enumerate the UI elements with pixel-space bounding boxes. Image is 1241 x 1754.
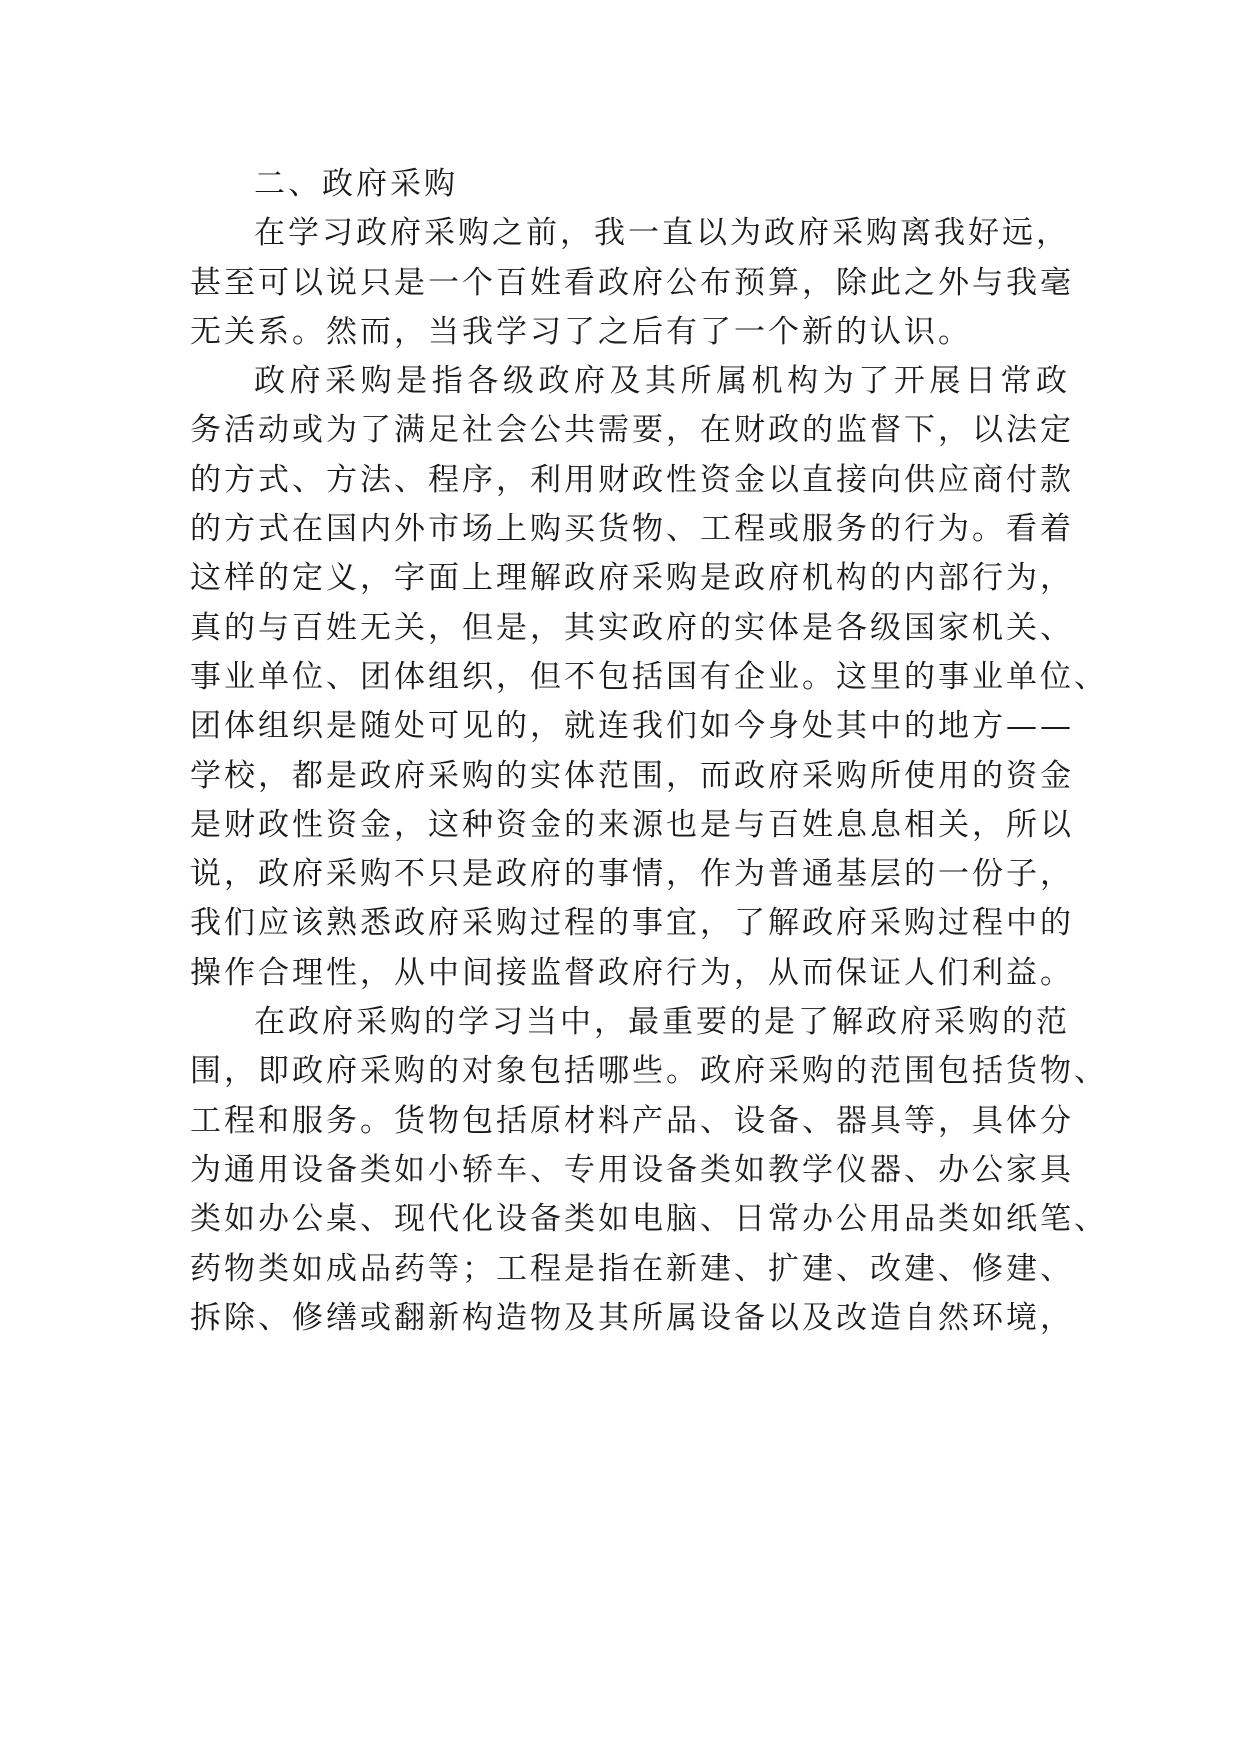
paragraph-2-line-11: 说，政府采购不只是政府的事情，作为普通基层的一份子， bbox=[190, 856, 1074, 893]
paragraph-2-line-3: 的方式、方法、程序，利用财政性资金以直接向供应商付款 bbox=[190, 461, 1074, 498]
paragraph-2-line-4: 的方式在国内外市场上购买货物、工程或服务的行为。看着 bbox=[190, 511, 1074, 548]
paragraph-2-line-9: 学校，都是政府采购的实体范围，而政府采购所使用的资金 bbox=[190, 757, 1074, 794]
paragraph-3-line-7: 拆除、修缮或翻新构造物及其所属设备以及改造自然环境， bbox=[190, 1299, 1074, 1336]
paragraph-2-line-5: 这样的定义，字面上理解政府采购是政府机构的内部行为， bbox=[190, 560, 1074, 597]
paragraph-2-line-1: 政府采购是指各级政府及其所属机构为了开展日常政 bbox=[254, 363, 1070, 400]
paragraph-3-line-2: 围，即政府采购的对象包括哪些。政府采购的范围包括货物、 bbox=[190, 1053, 1108, 1090]
paragraph-2-line-13: 操作合理性，从中间接监督政府行为，从而保证人们利益。 bbox=[190, 954, 1074, 991]
paragraph-2-line-10: 是财政性资金，这种资金的来源也是与百姓息息相关，所以 bbox=[190, 806, 1074, 843]
paragraph-2-line-8: 团体组织是随处可见的，就连我们如今身处其中的地方—— bbox=[190, 708, 1074, 745]
document-body bbox=[190, 160, 1108, 1343]
paragraph-3-line-1: 在政府采购的学习当中，最重要的是了解政府采购的范 bbox=[254, 1004, 1070, 1041]
paragraph-3-line-3: 工程和服务。货物包括原材料产品、设备、器具等，具体分 bbox=[190, 1102, 1074, 1139]
paragraph-3-line-5: 类如办公桌、现代化设备类如电脑、日常办公用品类如纸笔、 bbox=[190, 1201, 1108, 1238]
paragraph-3-line-4: 为通用设备类如小轿车、专用设备类如教学仪器、办公家具 bbox=[190, 1151, 1074, 1188]
section-heading: 二、政府采购 bbox=[254, 166, 458, 202]
paragraph-1-line-3: 无关系。然而，当我学习了之后有了一个新的认识。 bbox=[190, 313, 972, 350]
paragraph-1-line-2: 甚至可以说只是一个百姓看政府公布预算，除此之外与我毫 bbox=[190, 264, 1074, 301]
paragraph-2-line-7: 事业单位、团体组织，但不包括国有企业。这里的事业单位、 bbox=[190, 658, 1108, 695]
paragraph-3-line-6: 药物类如成品药等；工程是指在新建、扩建、改建、修建、 bbox=[190, 1250, 1074, 1287]
paragraph-2-line-6: 真的与百姓无关，但是，其实政府的实体是各级国家机关、 bbox=[190, 609, 1074, 646]
paragraph-2-line-12: 我们应该熟悉政府采购过程的事宜，了解政府采购过程中的 bbox=[190, 905, 1074, 942]
paragraph-1-line-1: 在学习政府采购之前，我一直以为政府采购离我好远， bbox=[254, 215, 1070, 252]
paragraph-2-line-2: 务活动或为了满足社会公共需要，在财政的监督下，以法定 bbox=[190, 412, 1074, 449]
